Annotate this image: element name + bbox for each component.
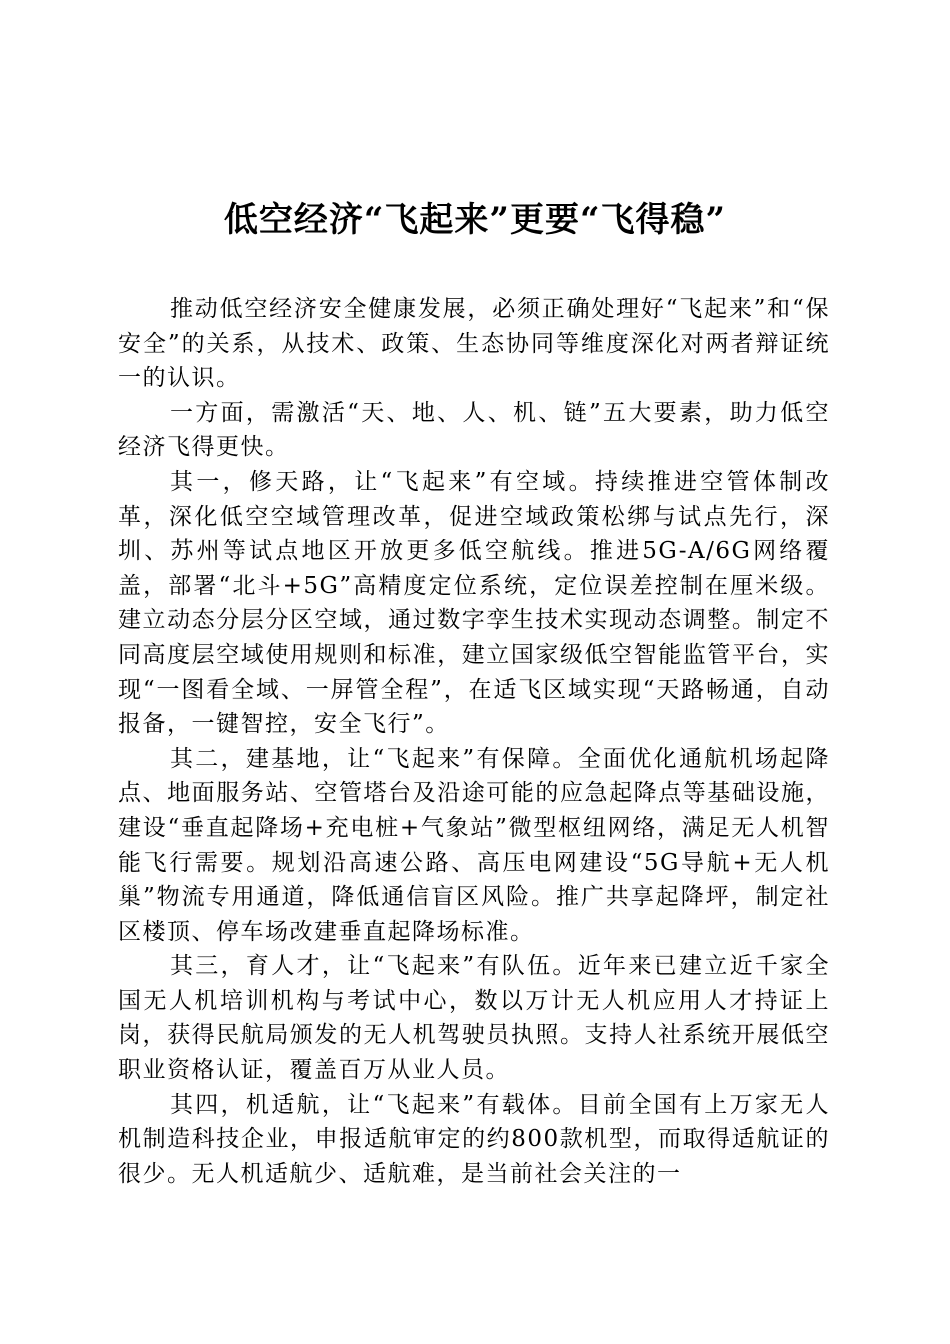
paragraph-third-talent: 其三，育人才，让“飞起来”有队伍。近年来已建立近千家全国无人机培训机构与考试中心，数以万计无人机应用人才持证上岗，获得民航局颁发的无人机驾驶员执照。支持人社系统开展低空职业资格认证，覆盖百万从业人员。 xyxy=(118,953,830,1084)
paragraph-fourth-airworthiness: 其四，机适航，让“飞起来”有载体。目前全国有上万家无人机制造科技企业，申报适航审定的约800款机型，而取得适航证的很少。无人机适航少、适航难，是当前社会关注的一 xyxy=(118,1091,830,1187)
paragraph-first-airspace: 其一，修天路，让“飞起来”有空域。持续推进空管体制改革，深化低空空域管理改革，促进空域政策松绑与试点先行，深圳、苏州等试点地区开放更多低空航线。推进5G-A/6G网络覆盖，部署“北斗+5G”高精度定位系统，定位误差控制在厘米级。建立动态分层分区空域，通过数字孪生技术实现动态调整。制定不同高度层空域使用规则和标准，建立国家级低空智能监管平台，实现“一图看全域、一屏管全程”，在适飞区域实现“天路畅通，自动报备，一键智控，安全飞行”。 xyxy=(118,468,830,738)
document-body xyxy=(118,292,830,1191)
paragraph-intro: 推动低空经济安全健康发展，必须正确处理好“飞起来”和“保安全”的关系，从技术、政策、生态协同等维度深化对两者辩证统一的认识。 xyxy=(118,296,830,392)
document-title: 低空经济“飞起来”更要“飞得稳” xyxy=(223,200,727,240)
paragraph-one-side: 一方面，需激活“天、地、人、机、链”五大要素，助力低空经济飞得更快。 xyxy=(118,399,830,461)
paragraph-second-infrastructure: 其二，建基地，让“飞起来”有保障。全面优化通航机场起降点、地面服务站、空管塔台及沿途可能的应急起降点等基础设施，建设“垂直起降场+充电桩+气象站”微型枢纽网络，满足无人机智能飞行需要。规划沿高速公路、高压电网建设“5G导航+无人机巢”物流专用通道，降低通信盲区风险。推广共享起降坪，制定社区楼顶、停车场改建垂直起降场标准。 xyxy=(118,745,830,945)
